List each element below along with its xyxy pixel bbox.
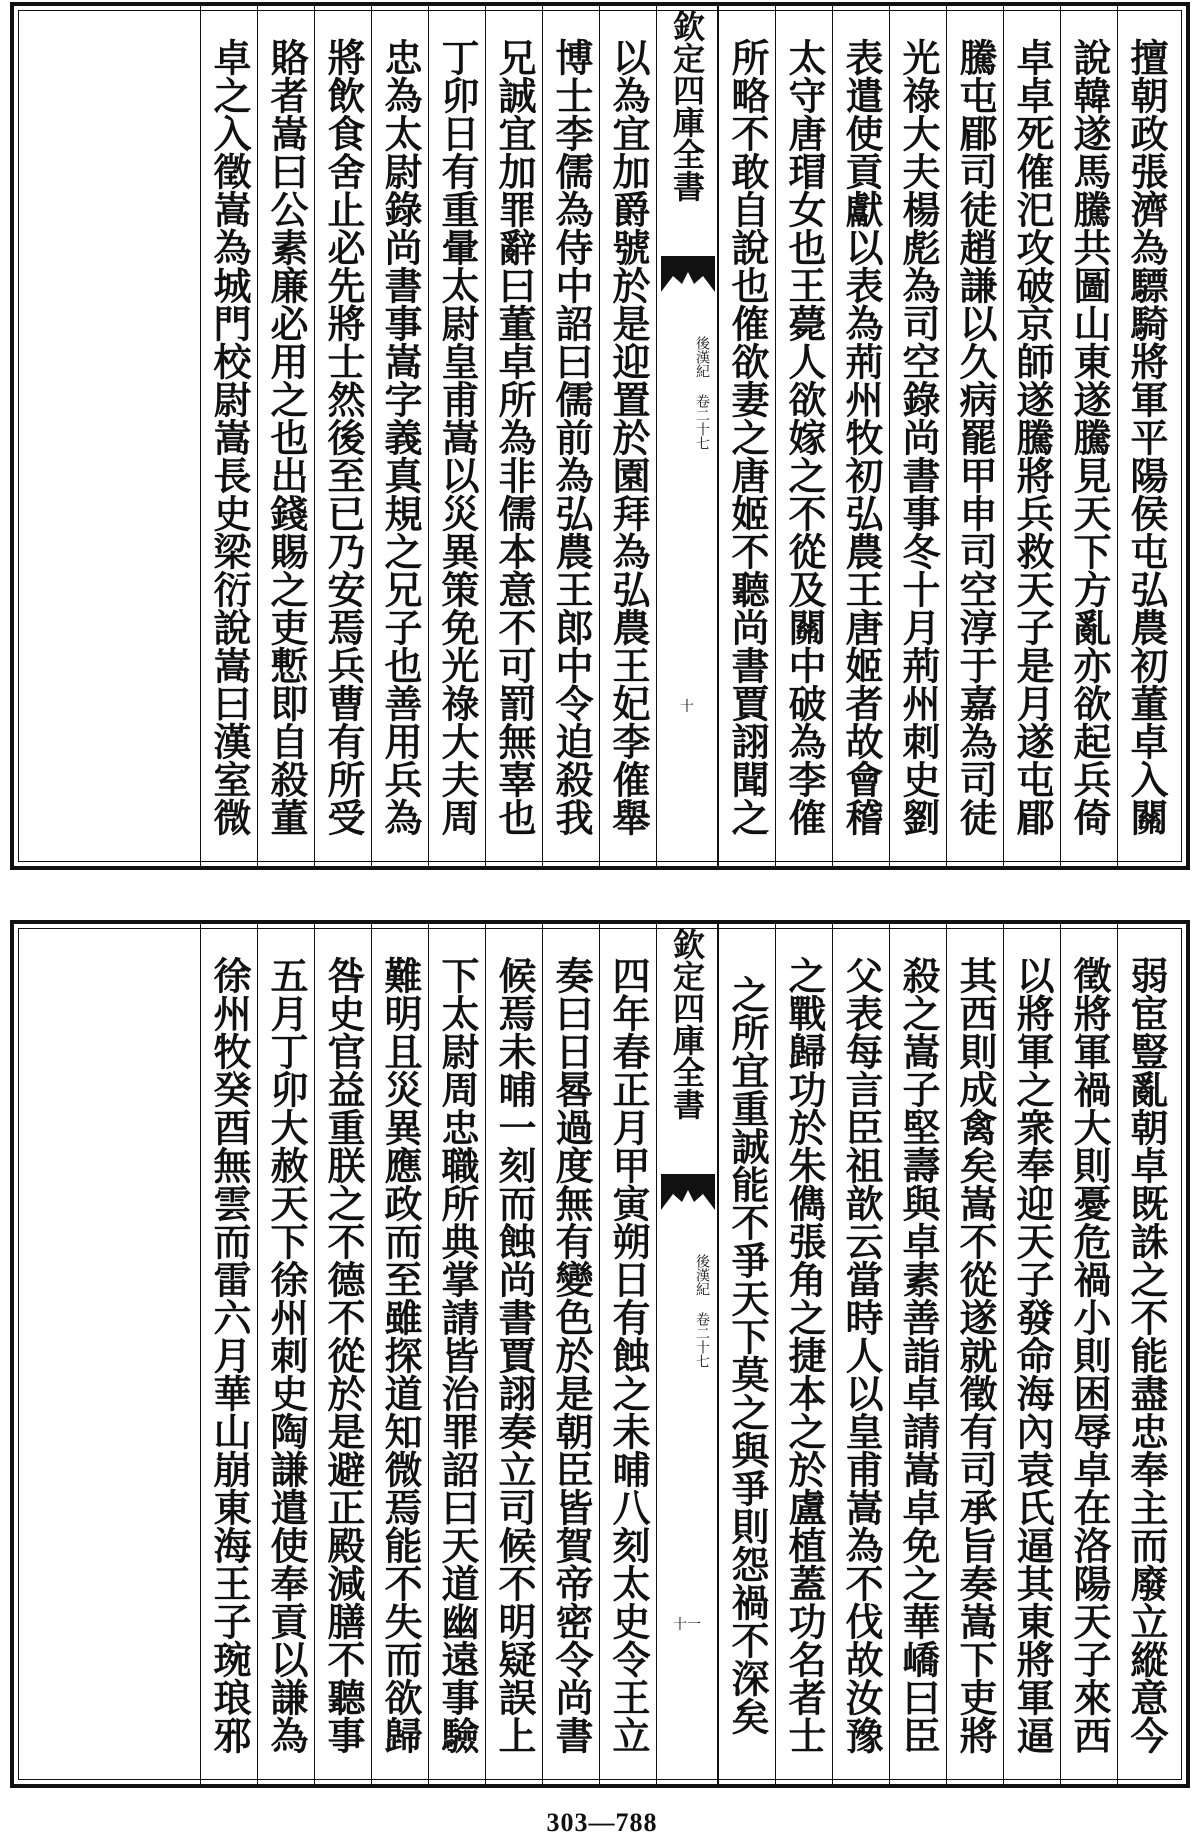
bottom-page-text-column: [428, 924, 485, 1784]
bottom-page-column-text: 候焉未晡一刻而蝕尚書賈詡奏立司候不明疑誤上: [492, 956, 537, 1754]
bottom-page-fishtail-icon: [661, 1174, 715, 1210]
bottom-page-text-column: [1003, 924, 1060, 1784]
bottom-page-text-column: [371, 924, 428, 1784]
top-page-text-column: [1117, 6, 1174, 866]
top-page-text-column: [889, 6, 946, 866]
top-page-text-column: [428, 6, 485, 866]
bottom-page-text-column: [599, 924, 656, 1784]
top-page-text-column: [485, 6, 542, 866]
top-page-text-column: [257, 6, 314, 866]
top-page-column-text: 所略不敢自說也傕欲妻之唐姬不聽尚書賈詡聞之: [725, 38, 770, 836]
bottom-page-gutter-leaf-number: 十一: [673, 1617, 701, 1633]
bottom-page-column-text: 其西則成禽矣嵩不從遂就徵有司承旨奏嵩下吏將: [953, 956, 998, 1754]
top-page-text-column: [718, 6, 775, 866]
bottom-page-column-text: 下太尉周忠職所典掌請皆治罪詔曰天道幽遠事驗: [435, 956, 480, 1754]
top-page-column-text: 賂者嵩曰公素廉必用之也出錢賜之吏慙即自殺董: [264, 38, 309, 836]
bottom-page-column-text: 之戰歸功於朱儁張角之捷本之於盧植蓋功名者士: [782, 956, 827, 1754]
bottom-page-gutter-subtitle: 後漢紀 卷二十七: [694, 1254, 710, 1368]
top-page-text-column: [832, 6, 889, 866]
bottom-page-column-text: 五月丁卯大赦天下徐州刺史陶謙遣使奉貢以謙為: [264, 956, 309, 1754]
top-page-gutter-leaf-number: 十: [680, 699, 694, 715]
bottom-page-text-column: [946, 924, 1003, 1784]
bottom-page-column-text: 以將軍之衆奉迎天子發命海內袁氏逼其東將軍逼: [1010, 956, 1055, 1754]
top-page-column-text: 丁卯日有重暈太尉皇甫嵩以災異策免光祿大夫周: [435, 38, 480, 836]
bottom-page-frame: [10, 920, 1190, 1788]
bottom-page-text-column: [257, 924, 314, 1784]
top-page-text-column: [542, 6, 599, 866]
top-page-column-text: 光祿大夫楊彪為司空錄尚書事冬十月荊州刺史劉: [896, 38, 941, 836]
bottom-page-column-text: 之所宜重誠能不爭天下莫之與爭則怨禍不深矣: [725, 975, 770, 1735]
top-page-column-text: 忠為太尉錄尚書事嵩字義真規之兄子也善用兵為: [378, 38, 423, 836]
bottom-page-text-column: [718, 924, 775, 1784]
bottom-page-text-column: [485, 924, 542, 1784]
bottom-page-text-column: [314, 924, 371, 1784]
bottom-page-text-column: [542, 924, 599, 1784]
top-page-column-text: 以為宜加爵號於是迎置於園拜為弘農王妃李傕舉: [606, 38, 651, 836]
top-page-column-text: 將飲食舍止必先將士然後至已乃安焉兵曹有所受: [321, 38, 366, 836]
top-page-column-text: 卓之入徵嵩為城門校尉嵩長史梁衍說嵩曰漢室微: [207, 38, 252, 836]
top-page-text-column: [314, 6, 371, 866]
bottom-page-text-column: [889, 924, 946, 1784]
bottom-page-text-column: [1117, 924, 1174, 1784]
top-page-column-text: 博士李儒為侍中詔曰儒前為弘農王郎中令迫殺我: [549, 38, 594, 836]
top-page-text-column: [599, 6, 656, 866]
bottom-page-column-text: 難明且災異應政而至雖探道知微焉能不失而欲歸: [378, 956, 423, 1754]
top-page-text-column: [1003, 6, 1060, 866]
bottom-page-column-text: 弱宦豎亂朝卓既誅之不能盡忠奉主而廢立縱意今: [1124, 956, 1169, 1754]
bottom-page-column-text: 徵將軍禍大則憂危禍小則困辱卓在洛陽天子來西: [1067, 956, 1112, 1754]
bottom-page-text-column: [1060, 924, 1117, 1784]
bottom-page-text-column: [775, 924, 832, 1784]
top-page-column-text: 兄誠宜加罪辭曰董卓所為非儒本意不可罰無辜也: [492, 38, 537, 836]
top-page-columns: [14, 6, 1186, 866]
bottom-page-column-text: 咎史官益重朕之不德不從於是避正殿減膳不聽事: [321, 956, 366, 1754]
top-page: [0, 0, 1204, 880]
top-page-text-column: [1060, 6, 1117, 866]
page-number: 303—788: [546, 1808, 658, 1837]
bottom-page-column-text: 殺之嵩子堅壽與卓素善詣卓請嵩卓免之華嶠曰臣: [896, 956, 941, 1754]
top-page-column-text: 說韓遂馬騰共圖山東遂騰見天下方亂亦欲起兵倚: [1067, 38, 1112, 836]
top-page-fishtail-icon: [661, 256, 715, 292]
bottom-page-column-text: 四年春正月甲寅朔日有蝕之未晡八刻太史令王立: [606, 956, 651, 1754]
top-page-gutter: [656, 6, 718, 866]
top-page-column-text: 騰屯郿司徒趙謙以久病罷甲申司空淳于嘉為司徒: [953, 38, 998, 836]
bottom-page-columns: [14, 924, 1186, 1784]
top-page-text-column: [775, 6, 832, 866]
bottom-page-column-text: 奏曰日晷過度無有變色於是朝臣皆賀帝密令尚書: [549, 956, 594, 1754]
top-page-gutter-subtitle: 後漢紀 卷二十七: [694, 336, 710, 450]
bottom-page-text-column: [200, 924, 257, 1784]
top-page-column-text: 表遣使貢獻以表為荊州牧初弘農王唐姬者故會稽: [839, 38, 884, 836]
top-page-column-text: 卓卓死傕汜攻破京師遂騰將兵救天子是月遂屯郿: [1010, 38, 1055, 836]
bottom-page-gutter: [656, 924, 718, 1784]
bottom-page-gutter-title: 欽定四庫全書: [668, 928, 706, 1120]
top-page-column-text: 擅朝政張濟為驃騎將軍平陽侯屯弘農初董卓入關: [1124, 38, 1169, 836]
top-page-column-text: 太守唐瑁女也王薨人欲嫁之不從及關中破為李傕: [782, 38, 827, 836]
top-page-text-column: [200, 6, 257, 866]
bottom-page-column-text: 父表每言臣祖歆云當時人以皇甫嵩為不伐故汝豫: [839, 956, 884, 1754]
top-page-gutter-title: 欽定四庫全書: [668, 10, 706, 202]
bottom-page-text-column: [832, 924, 889, 1784]
top-page-frame: [10, 2, 1190, 870]
top-page-text-column: [371, 6, 428, 866]
bottom-page-column-text: 徐州牧癸酉無雲而雷六月華山崩東海王子琬琅邪: [207, 956, 252, 1754]
bottom-page: [0, 918, 1204, 1798]
top-page-text-column: [946, 6, 1003, 866]
